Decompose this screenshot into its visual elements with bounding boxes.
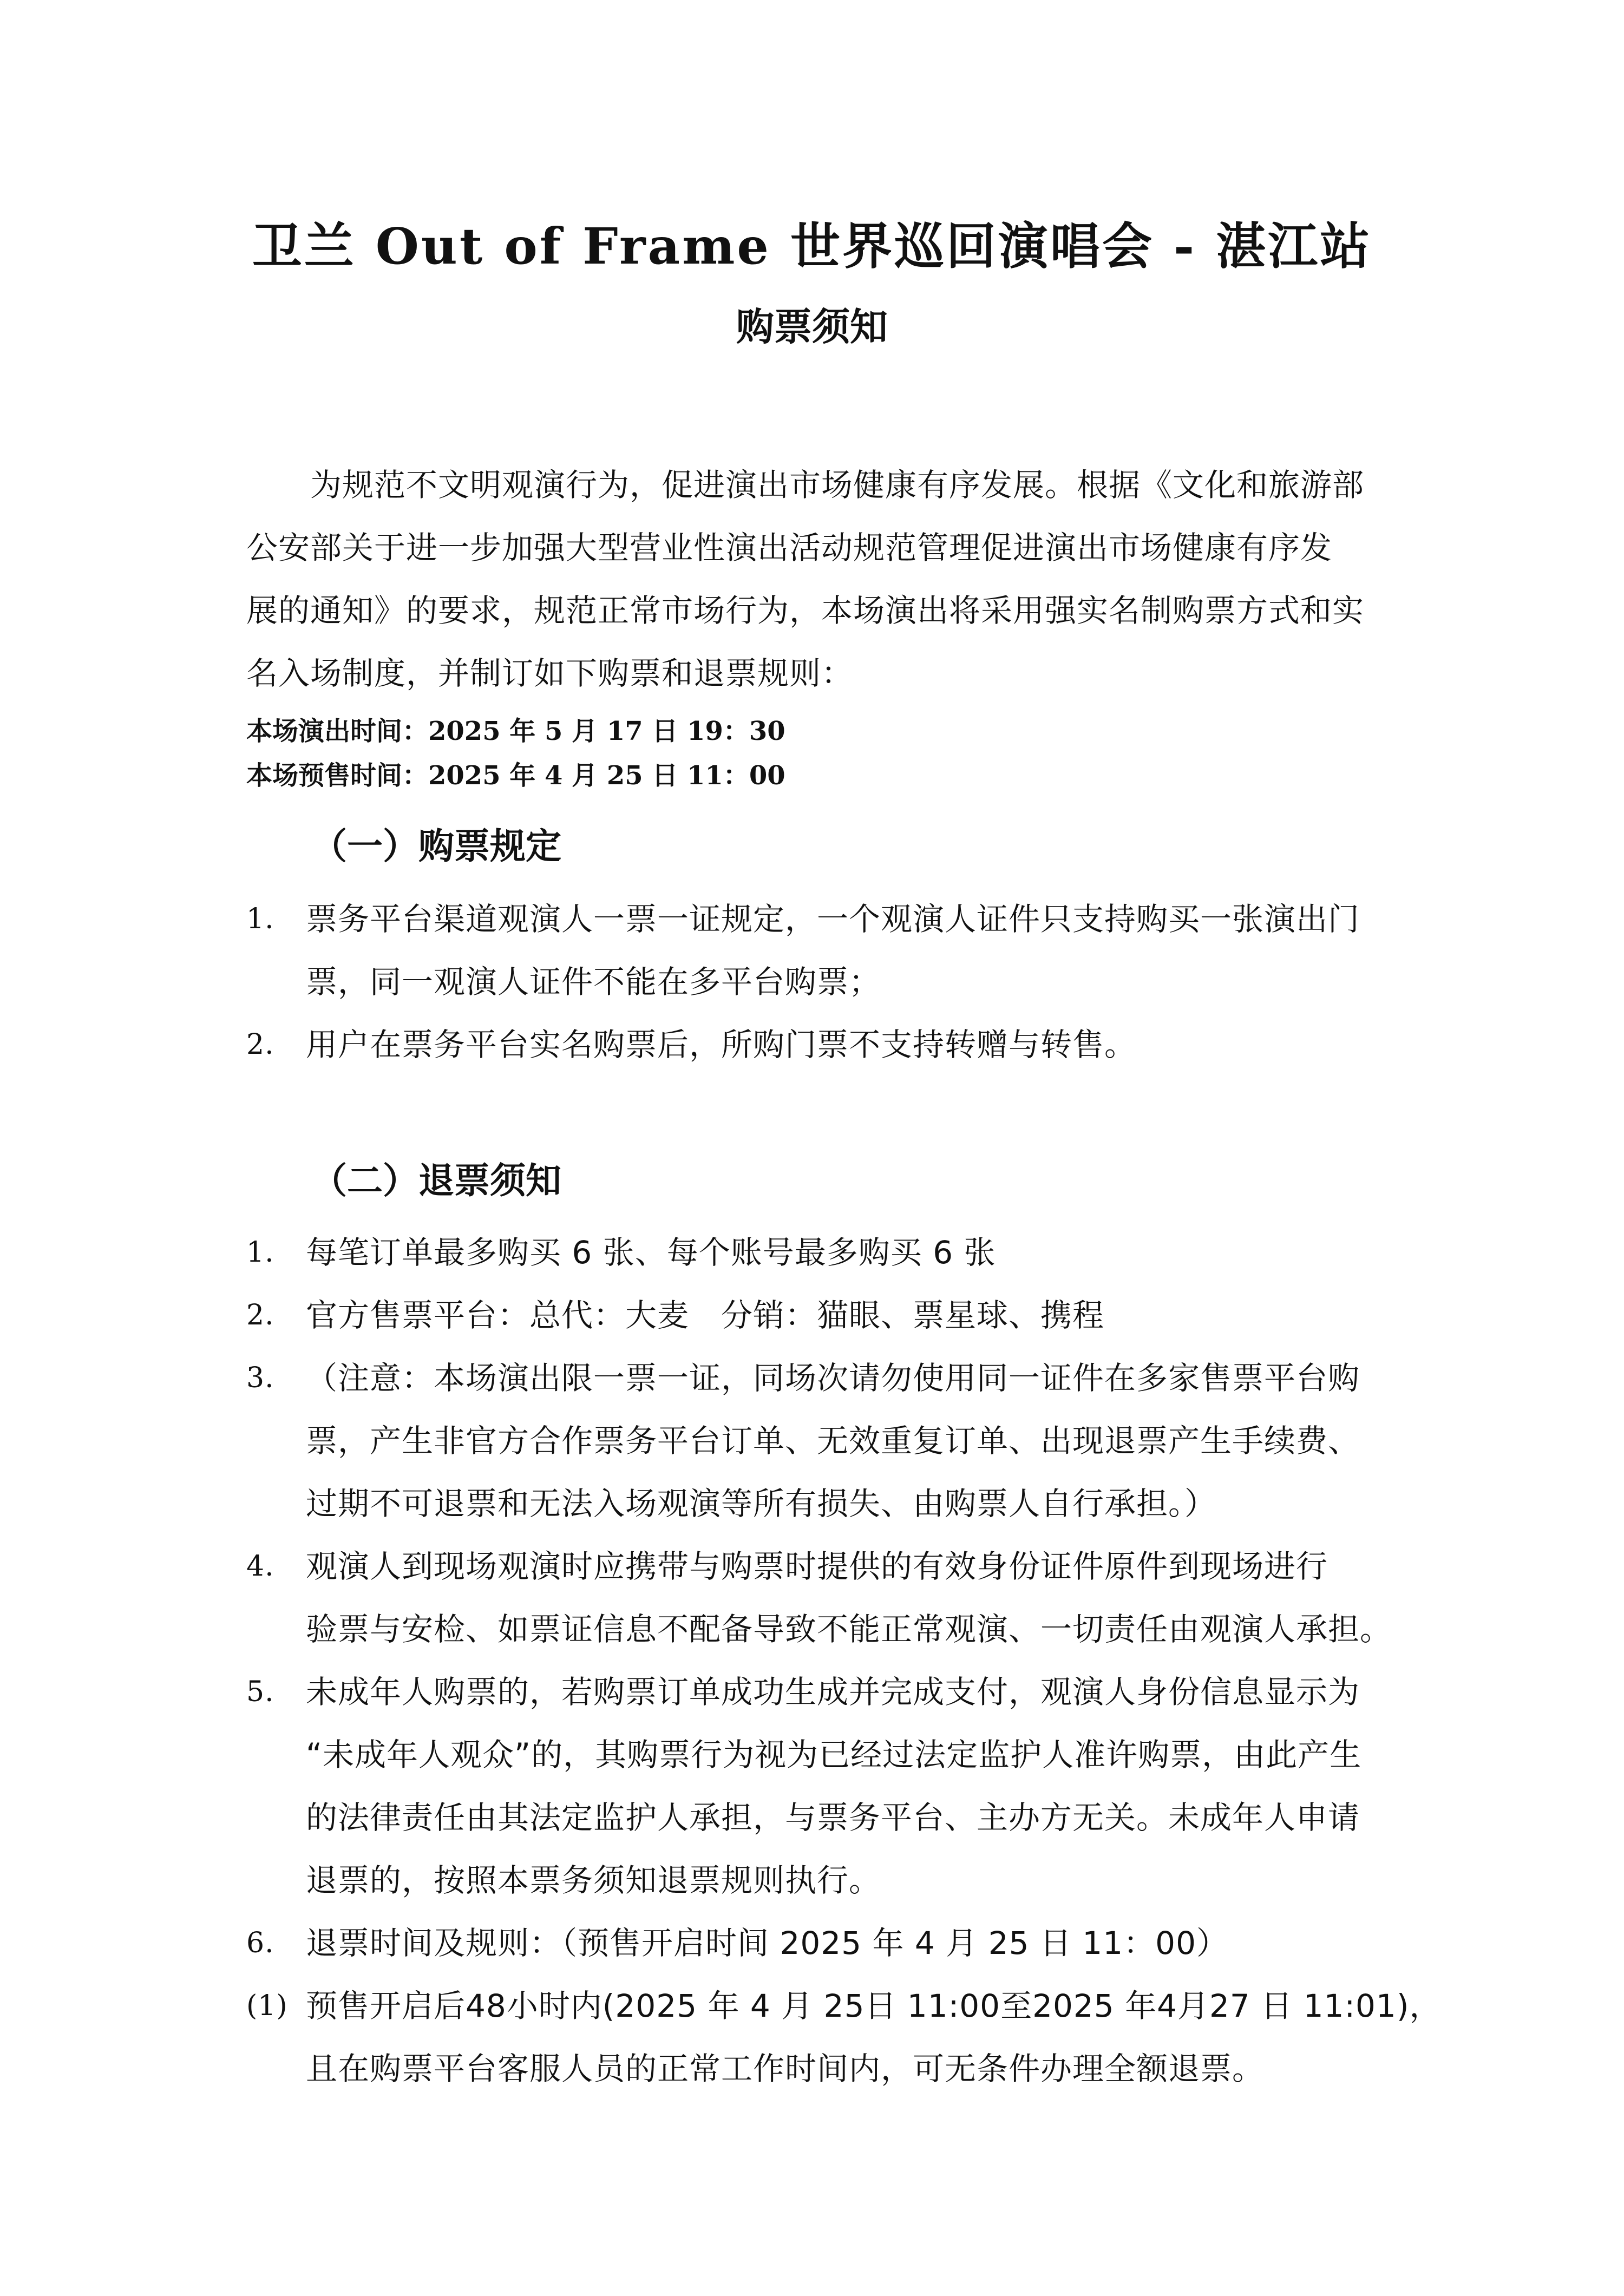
section-heading-purchase-rules: （一）购票规定 xyxy=(311,825,561,867)
list-item-text xyxy=(306,1912,1399,1974)
list-item xyxy=(246,1661,1399,1912)
list-item-number: 5. xyxy=(246,1676,274,1708)
list-item xyxy=(246,1535,1399,1661)
intro-line: 为规范不文明观演行为，促进演出市场健康有序发展。根据《文化和旅游部 xyxy=(310,467,1365,503)
list-item-line: 的法律责任由其法定监护人承担，与票务平台、主办方无关。未成年人申请 xyxy=(306,1799,1360,1836)
list-item-line: 未成年人购票的，若购票订单成功生成并完成支付，观演人身份信息显示为 xyxy=(306,1674,1360,1710)
list-item-number: (1) xyxy=(246,1990,288,2022)
document-title: 卫兰 Out of Frame 世界巡回演唱会 - 湛江站 xyxy=(252,217,1372,275)
list-item xyxy=(246,1347,1399,1535)
purchase-rules-list xyxy=(246,888,1399,1076)
intro-paragraph xyxy=(246,454,1397,705)
list-item-line: 票务平台渠道观演人一票一证规定，一个观演人证件只支持购买一张演出门 xyxy=(306,901,1360,937)
list-item xyxy=(246,1013,1399,1076)
list-item-text xyxy=(306,1661,1399,1912)
list-item xyxy=(246,1221,1399,1284)
list-item-line: 票，同一观演人证件不能在多平台购票； xyxy=(306,963,881,1000)
list-item-number: 6. xyxy=(246,1927,274,1959)
refund-notice-list xyxy=(246,1221,1442,2100)
list-item xyxy=(246,1974,1442,2100)
list-item-line: 验票与安检、如票证信息不配备导致不能正常观演、一切责任由观演人承担。 xyxy=(306,1611,1392,1648)
section-heading-refund-notice: （二）退票须知 xyxy=(311,1160,561,1202)
list-item-number: 3. xyxy=(246,1362,274,1394)
list-item-text xyxy=(306,1221,1399,1284)
list-item-line: （注意：本场演出限一票一证，同场次请勿使用同一证件在多家售票平台购 xyxy=(306,1360,1360,1396)
list-item-line: 用户在票务平台实名购票后，所购门票不支持转赠与转售。 xyxy=(306,1026,1137,1063)
list-item-line: 退票的，按照本票务须知退票规则执行。 xyxy=(306,1862,881,1899)
intro-line: 展的通知》的要求，规范正常市场行为，本场演出将采用强实名制购票方式和实 xyxy=(246,592,1365,629)
list-item-number: 4. xyxy=(246,1550,274,1583)
list-item-line: 每笔订单最多购买 6 张、每个账号最多购买 6 张 xyxy=(306,1234,996,1271)
list-item-number: 1. xyxy=(246,1236,274,1269)
list-item-line: “未成年人观众”的，其购票行为视为已经过法定监护人准许购票，由此产生 xyxy=(306,1736,1362,1773)
list-item-line: 预售开启后48小时内(2025 年 4 月 25日 11:00至2025 年4月27 日 11:01)， xyxy=(306,1987,1442,2024)
list-item-number: 1. xyxy=(246,903,274,935)
list-item xyxy=(246,1284,1399,1347)
list-item-line: 票，产生非官方合作票务平台订单、无效重复订单、出现退票产生手续费、 xyxy=(306,1422,1360,1459)
list-item-line: 且在购票平台客服人员的正常工作时间内，可无条件办理全额退票。 xyxy=(306,2050,1265,2087)
show-time: 本场演出时间：2025 年 5 月 17 日 19：30 xyxy=(246,716,785,746)
list-item-text xyxy=(306,1535,1399,1661)
list-item-line: 观演人到现场观演时应携带与购票时提供的有效身份证件原件到现场进行 xyxy=(306,1548,1328,1585)
intro-line: 公安部关于进一步加强大型营业性演出活动规范管理促进演出市场健康有序发 xyxy=(246,529,1333,566)
list-item-text xyxy=(306,1347,1399,1535)
intro-line: 名入场制度，并制订如下购票和退票规则： xyxy=(246,655,854,692)
list-item-number: 2. xyxy=(246,1028,274,1061)
list-item xyxy=(246,1912,1399,1974)
list-item-text xyxy=(306,1284,1399,1347)
list-item xyxy=(246,888,1399,1013)
list-item-text xyxy=(306,1974,1442,2100)
document-subtitle: 购票须知 xyxy=(736,305,888,349)
list-item-text xyxy=(306,1013,1399,1076)
list-item-number: 2. xyxy=(246,1299,274,1331)
presale-time: 本场预售时间：2025 年 4 月 25 日 11：00 xyxy=(246,760,785,791)
list-item-line: 官方售票平台：总代：大麦 分销：猫眼、票星球、携程 xyxy=(306,1297,1105,1334)
event-times xyxy=(246,709,785,798)
list-item-line: 退票时间及规则：（预售开启时间 2025 年 4 月 25 日 11：00） xyxy=(306,1925,1228,1962)
list-item-line: 过期不可退票和无法入场观演等所有损失、由购票人自行承担。） xyxy=(306,1485,1217,1522)
list-item-text xyxy=(306,888,1399,1013)
